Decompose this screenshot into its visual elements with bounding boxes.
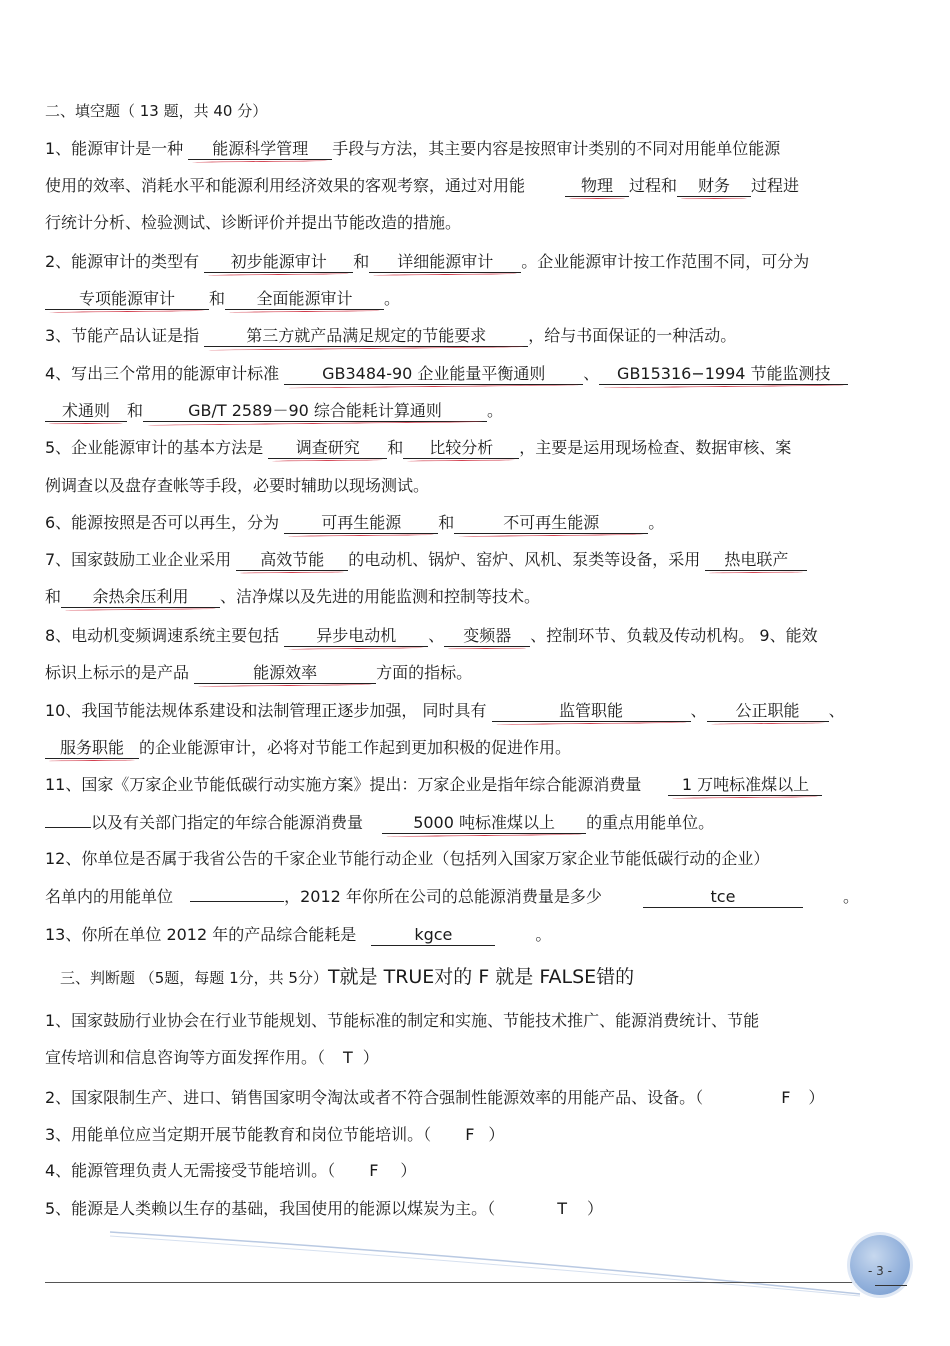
question-10-line-1: 10、我国节能法规体系建设和法制管理正逐步加强， 同时具有 监管职能 、 公正职能 、 <box>45 701 845 720</box>
answer-blank: 1 万吨标准煤以上 <box>668 775 822 796</box>
answer-blank: 可再生能源 <box>284 513 438 534</box>
question-1-line-3: 行统计分析、检验测试、诊断评价并提出节能改造的措施。 <box>45 213 462 232</box>
judgment-answer: T <box>343 1048 353 1067</box>
answer-blank: 异步电动机 <box>284 626 428 647</box>
answer-blank: 能源效率 <box>194 663 376 684</box>
answer-blank: 公正职能 <box>707 701 829 722</box>
question-4-line-2: 术通则 和 GB/T 2589－90 综合能耗计算通则 。 <box>45 401 503 422</box>
answer-blank: 专项能源审计 <box>45 289 209 310</box>
answer-blank: 术通则 <box>45 401 127 422</box>
page-number: - 3 - <box>868 1264 892 1278</box>
question-7-line-2: 和 余热余压利用 、洁净煤以及先进的用能监测和控制等技术。 <box>45 587 541 606</box>
judgment-answer: F <box>465 1125 475 1144</box>
answer-blank: 变频器 <box>444 626 530 647</box>
question-8: 8、电动机变频调速系统主要包括 异步电动机 、 变频器 、控制环节、负载及传动机构。 9、能效 <box>45 626 818 645</box>
question-1-line-2: 使用的效率、消耗水平和能源利用经济效果的客观考察，通过对用能 物理 过程和 财务 过程进 <box>45 176 800 195</box>
answer-blank: 5000 吨标准煤以上 <box>382 813 586 834</box>
answer-blank: 服务职能 <box>45 738 139 759</box>
question-2-line-2: 专项能源审计 和 全面能源审计 。 <box>45 289 400 310</box>
answer-blank: 详细能源审计 <box>369 252 521 273</box>
answer-blank: GB3484-90 企业能量平衡通则 <box>284 364 583 385</box>
judgment-answer: F <box>781 1088 791 1107</box>
footer-swoosh <box>110 1228 870 1298</box>
answer-blank: 第三方就产品满足规定的节能要求 <box>204 326 528 347</box>
question-6: 6、能源按照是否可以再生，分为 可再生能源 和 不可再生能源 。 <box>45 513 665 532</box>
judgment-2: 2、国家限制生产、进口、销售国家明令淘汰或者不符合强制性能源效率的用能产品、设备。（ F ） <box>45 1088 825 1107</box>
answer-blank: 比较分析 <box>403 438 519 459</box>
question-7-line-1: 7、国家鼓励工业企业采用 高效节能 的电动机、锅炉、窑炉、风机、泵类等设备，采用 热电联产 <box>45 550 807 571</box>
question-12-line-1: 12、你单位是否属于我省公告的千家企业节能行动企业（包括列入国家万家企业节能低碳行动的企业） <box>45 849 770 868</box>
answer-blank: 财务 <box>677 176 751 197</box>
answer-blank: 全面能源审计 <box>225 289 384 310</box>
question-11-line-2: 以及有关部门指定的年综合能源消费量 5000 吨标准煤以上 的重点用能单位。 <box>45 813 714 834</box>
judgment-answer: F <box>369 1161 379 1180</box>
question-5-line-1: 5、企业能源审计的基本方法是 调查研究 和 比较分析 ，主要是运用现场检查、数据审核、案 <box>45 438 792 457</box>
answer-blank: 调查研究 <box>268 438 387 459</box>
answer-blank: 能源科学管理 <box>188 139 332 160</box>
answer-blank: GB/T 2589－90 综合能耗计算通则 <box>143 401 487 422</box>
question-2-line-1: 2、能源审计的类型有 初步能源审计 和 详细能源审计 。企业能源审计按工作范围不同，可分为 <box>45 252 810 271</box>
question-10-line-2: 服务职能 的企业能源审计，必将对节能工作起到更加积极的促进作用。 <box>45 738 571 759</box>
judgment-1-line-1: 1、国家鼓励行业协会在行业节能规划、节能标准的制定和实施、节能技术推广、能源消费统计、节能 <box>45 1011 760 1030</box>
question-1-line-1: 1、能源审计是一种 能源科学管理 手段与方法，其主要内容是按照审计类别的不同对用能单位能源 <box>45 139 781 158</box>
answer-blank <box>190 901 284 902</box>
answer-blank: 热电联产 <box>705 550 807 571</box>
question-3: 3、节能产品认证是指 第三方就产品满足规定的节能要求 ，给与书面保证的一种活动。 <box>45 326 737 345</box>
judgment-5: 5、能源是人类赖以生存的基础，我国使用的能源以煤炭为主。（ T ） <box>45 1199 603 1218</box>
page-number-badge <box>850 1235 910 1295</box>
question-4-line-1: 4、写出三个常用的能源审计标准 GB3484-90 企业能量平衡通则 、 GB15316−1994 节能监测技 <box>45 364 848 385</box>
section-2-heading: 二、填空题（ 13 题，共 40 分） <box>45 102 268 120</box>
answer-blank: GB15316−1994 节能监测技 <box>599 364 848 385</box>
section-3-heading: 三、判断题 （5题，每题 1分，共 5分）T就是 TRUE对的 F 就是 FALSE错的 <box>60 966 635 988</box>
true-false-note: T就是 TRUE对的 F 就是 FALSE错的 <box>327 966 635 988</box>
judgment-1-line-2: 宣传培训和信息咨询等方面发挥作用。（ T ） <box>45 1048 379 1067</box>
question-12-line-2: 名单内的用能单位 ，2012 年你所在公司的总能源消费量是多少 tce 。 <box>45 887 860 906</box>
answer-blank <box>45 827 91 828</box>
judgment-3: 3、用能单位应当定期开展节能教育和岗位节能培训。（ F ） <box>45 1125 505 1144</box>
footer-rule <box>45 1282 860 1283</box>
question-11-line-1: 11、国家《万家企业节能低碳行动实施方案》提出：万家企业是指年综合能源消费量 1 万吨标准煤以上 <box>45 775 822 796</box>
answer-blank: 物理 <box>565 176 629 197</box>
answer-blank: 余热余压利用 <box>61 587 220 608</box>
answer-blank: 监管职能 <box>492 701 691 722</box>
judgment-4: 4、能源管理负责人无需接受节能培训。（ F ） <box>45 1161 417 1180</box>
judgment-answer: T <box>557 1199 567 1218</box>
answer-blank: 初步能源审计 <box>204 252 353 273</box>
answer-blank: kgce <box>371 925 495 946</box>
answer-blank: 高效节能 <box>236 550 348 571</box>
question-13: 13、你所在单位 2012 年的产品综合能耗是 kgce 。 <box>45 925 552 944</box>
question-9: 标识上标示的是产品 能源效率 方面的指标。 <box>45 663 473 682</box>
question-5-line-2: 例调查以及盘存查帐等手段，必要时辅助以现场测试。 <box>45 476 430 495</box>
answer-blank: 不可再生能源 <box>454 513 648 534</box>
answer-blank: tce <box>643 887 803 908</box>
